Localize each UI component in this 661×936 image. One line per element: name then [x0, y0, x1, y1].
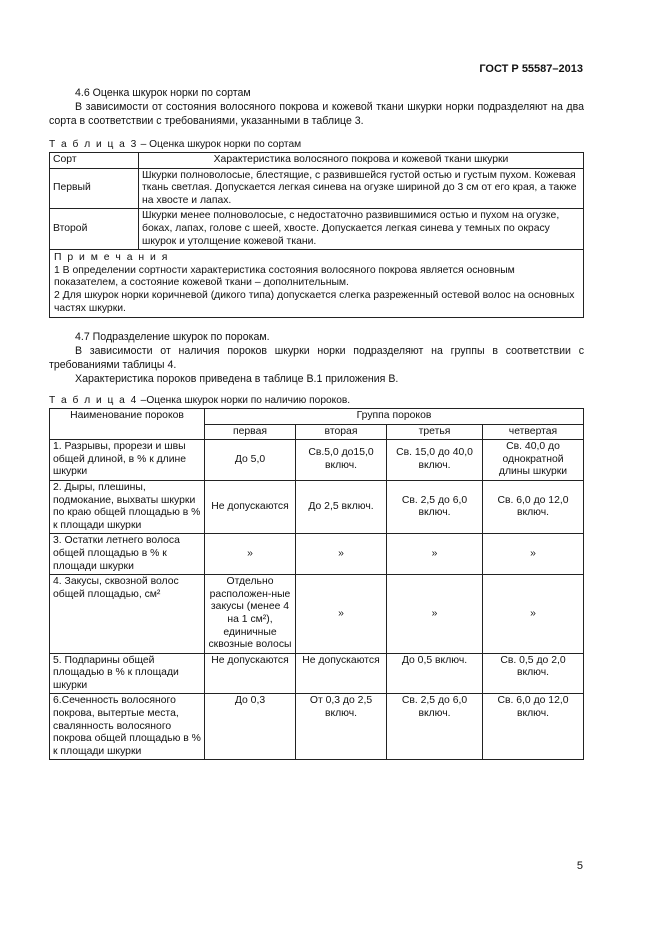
standard-number: ГОСТ Р 55587–2013	[479, 63, 583, 75]
table-3-block	[49, 138, 584, 318]
description-cell: Шкурки полноволосые, блестящие, с развившейся густой остью и густым пухом. Кожевая ткань светлая. Допускается легкая синева на огузке шириной до 3 см от его края, а также на хвосте и лапах.	[139, 168, 584, 209]
defect-name-cell: 1. Разрывы, прорези и швы общей длиной, в % к длине шкурки	[50, 440, 205, 481]
group-3-cell: До 0,5 включ.	[387, 653, 483, 694]
paragraph: В зависимости от состояния волосяного покрова и кожевой ткани шкурки норки подразделяют на два сорта в соответствии с требованиями, указанными в таблице 3.	[49, 101, 584, 127]
section-title: 4.6 Оценка шкурок норки по сортам	[75, 87, 251, 99]
group-1-cell: Отдельно расположен-ные закусы (менее 4 на 1 см²), единичные сквозные волосы	[205, 575, 296, 654]
table-row	[50, 480, 584, 533]
group-4-cell: Св. 6,0 до 12,0 включ.	[483, 694, 584, 760]
table-row	[50, 440, 584, 481]
table-caption	[49, 138, 584, 152]
col-header-name: Наименование пороков	[50, 409, 205, 440]
table-row	[50, 168, 584, 209]
col-header-group: Группа пороков	[205, 409, 584, 425]
group-4-cell: Св. 0,5 до 2,0 включ.	[483, 653, 584, 694]
group-1-cell: »	[205, 534, 296, 575]
description-cell: Шкурки менее полноволосые, с недостаточно развившимися остью и пухом на огузке, боках, лапах, голове с шеей, хвосте. Допускается легкая синева у темных по окрасу шкурок и утолщение кожевой ткани.	[139, 209, 584, 250]
col-header-grade: Сорт	[50, 153, 139, 169]
defect-name-cell: 2. Дыры, плешины, подмокание, выхваты шкурки по краю общей площадью в % к площади шкурки	[50, 480, 205, 533]
group-2-cell: »	[296, 575, 387, 654]
group-4-cell: »	[483, 575, 584, 654]
page-number: 5	[576, 860, 583, 872]
section-4-7	[49, 330, 584, 386]
group-1-cell: Не допускаются	[205, 480, 296, 533]
table-4	[49, 408, 584, 760]
group-3-cell: Св. 15,0 до 40,0 включ.	[387, 440, 483, 481]
group-1-cell: До 5,0	[205, 440, 296, 481]
group-2-cell: Не допускаются	[296, 653, 387, 694]
table-3	[49, 152, 584, 318]
paragraph: В зависимости от наличия пороков шкурки норки подразделяют на группы в соответствии с требованиями таблицы 4.	[49, 345, 584, 371]
table-caption-text: – Оценка шкурок норки по сортам	[137, 139, 302, 150]
col-header-characteristics: Характеристика волосяного покрова и кожевой ткани шкурки	[139, 153, 584, 169]
group-2-cell: От 0,3 до 2,5 включ.	[296, 694, 387, 760]
table-row	[50, 534, 584, 575]
group-4-cell: »	[483, 534, 584, 575]
table-header-row	[50, 153, 584, 169]
note-2: 2 Для шкурок норки коричневой (дикого типа) допускается слегка разреженный остевой волос на основных частях шкурки.	[54, 289, 575, 314]
group-2-cell: Св.5,0 до15,0 включ.	[296, 440, 387, 481]
table-caption-text: –Оценка шкурок норки по наличию пороков.	[137, 395, 351, 406]
table-caption	[49, 394, 584, 408]
table-caption-lead: Т а б л и ц а 3	[49, 139, 138, 150]
defect-name-cell: 4. Закусы, сквозной волос общей площадью, см²	[50, 575, 205, 654]
notes-title: П р и м е ч а н и я	[54, 252, 169, 264]
group-2-cell: До 2,5 включ.	[296, 480, 387, 533]
table-4-block	[49, 394, 584, 760]
group-1-cell: До 0,3	[205, 694, 296, 760]
section-4-6	[49, 86, 584, 128]
group-3-cell: Св. 2,5 до 6,0 включ.	[387, 694, 483, 760]
table-row	[50, 209, 584, 250]
grade-cell: Первый	[50, 168, 139, 209]
section-title: 4.7 Подразделение шкурок по порокам.	[75, 331, 270, 343]
grade-cell: Второй	[50, 209, 139, 250]
table-row	[50, 694, 584, 760]
notes-row	[50, 250, 584, 318]
group-2-cell: »	[296, 534, 387, 575]
defect-name-cell: 3. Остатки летнего волоса общей площадью в % к площади шкурки	[50, 534, 205, 575]
defect-name-cell: 5. Подпарины общей площадью в % к площади шкурки	[50, 653, 205, 694]
group-3-cell: »	[387, 575, 483, 654]
group-3-cell: »	[387, 534, 483, 575]
note-1: 1 В определении сортности характеристика состояния волосяного покрова является основным показателем, а состояние кожевой ткани – дополнительным.	[54, 264, 515, 289]
defect-name-cell: 6.Сеченность волосяного покрова, вытертые места, свалянность волосяного покрова общей площадью в % к площади шкурки	[50, 694, 205, 760]
group-4-cell: Св. 6,0 до 12,0 включ.	[483, 480, 584, 533]
col-header-fourth: четвертая	[483, 424, 584, 440]
table-row	[50, 653, 584, 694]
col-header-second: вторая	[296, 424, 387, 440]
table-caption-lead: Т а б л и ц а 4	[49, 395, 138, 406]
table-header-row	[50, 409, 584, 425]
col-header-first: первая	[205, 424, 296, 440]
group-4-cell: Св. 40,0 до однократной длины шкурки	[483, 440, 584, 481]
table-row	[50, 575, 584, 654]
notes-cell	[50, 250, 584, 318]
col-header-third: третья	[387, 424, 483, 440]
paragraph: Характеристика пороков приведена в таблице В.1 приложения В.	[75, 373, 399, 385]
group-3-cell: Св. 2,5 до 6,0 включ.	[387, 480, 483, 533]
group-1-cell: Не допускаются	[205, 653, 296, 694]
